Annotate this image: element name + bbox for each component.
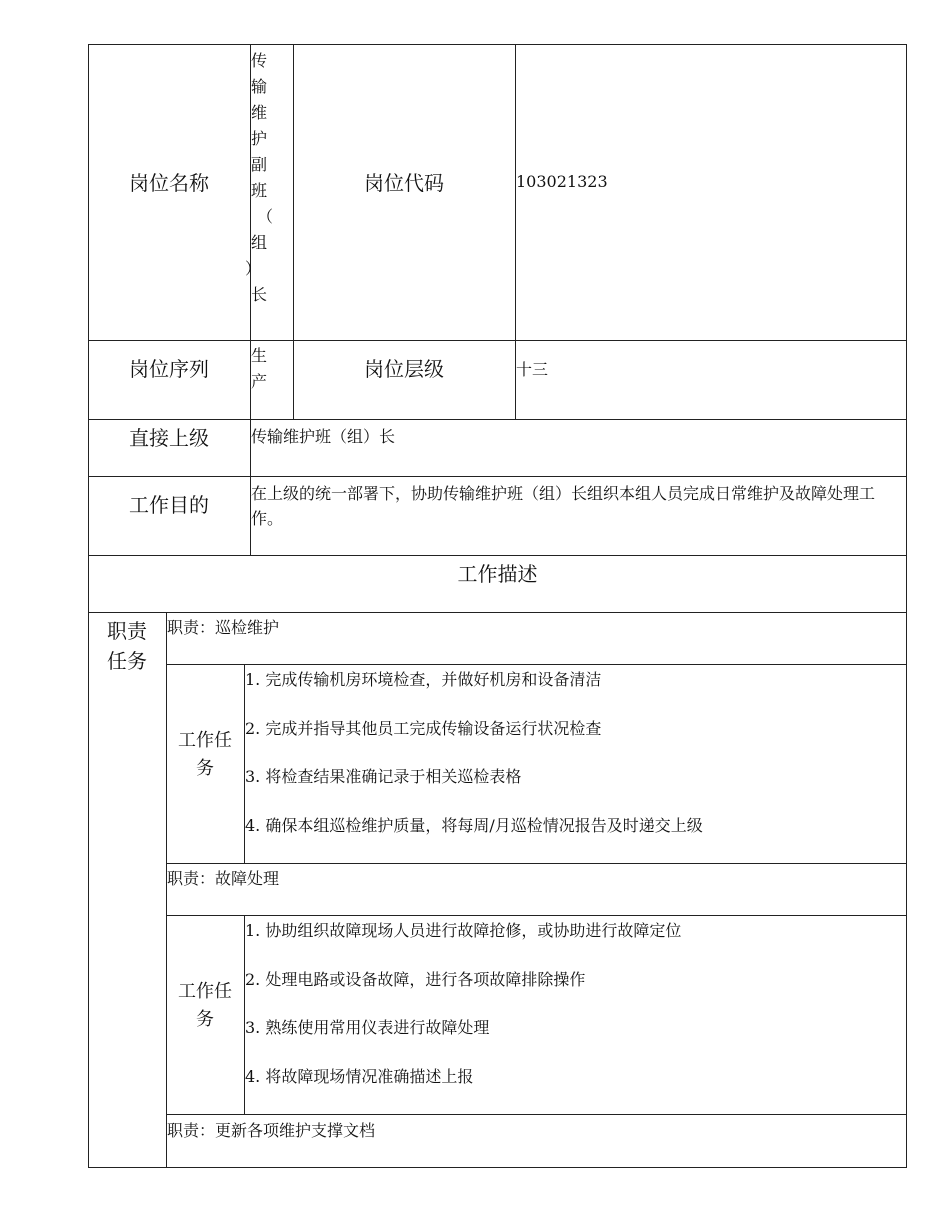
position-code-value: 103021323 xyxy=(516,172,608,191)
task-label xyxy=(166,978,244,1034)
col-divider xyxy=(166,612,167,1168)
duties-label xyxy=(88,616,166,676)
position-series-value xyxy=(251,343,271,395)
duty-title: 职责：巡检维护 xyxy=(167,618,280,637)
position-series-char: 生 xyxy=(251,346,268,365)
task-item: 1. 协助组织故障现场人员进行故障抢修，或协助进行故障定位 xyxy=(245,921,682,940)
position-name-label: 岗位名称 xyxy=(129,171,209,195)
row-divider xyxy=(166,863,907,864)
duties-label-line: 职责 xyxy=(107,619,147,643)
task-label xyxy=(166,727,244,783)
task-label-line: 工作任 xyxy=(178,730,232,751)
row-divider xyxy=(166,664,907,665)
work-purpose-value: 在上级的统一部署下，协助传输维护班（组）长组织本组人员完成日常维护及故障处理工作。 xyxy=(251,484,876,528)
position-code-label: 岗位代码 xyxy=(364,171,444,195)
position-level-label: 岗位层级 xyxy=(364,357,444,381)
direct-superior-value: 传输维护班（组）长 xyxy=(251,427,396,446)
row-divider xyxy=(88,555,907,556)
position-series-char: 产 xyxy=(251,372,268,391)
row-divider xyxy=(88,419,907,420)
task-item: 1. 完成传输机房环境检查，并做好机房和设备清洁 xyxy=(245,670,602,689)
row-divider xyxy=(88,476,907,477)
row-divider xyxy=(166,915,907,916)
position-name-value xyxy=(245,48,274,308)
row-divider xyxy=(88,340,907,341)
work-description-title: 工作描述 xyxy=(457,562,538,586)
task-item: 4. 将故障现场情况准确描述上报 xyxy=(245,1067,474,1086)
task-item: 3. 熟练使用常用仪表进行故障处理 xyxy=(245,1018,490,1037)
work-purpose-label: 工作目的 xyxy=(129,493,209,517)
position-name-char: 副 xyxy=(251,155,268,174)
position-name-char: 组 xyxy=(251,233,268,252)
task-label-line: 工作任 xyxy=(178,981,232,1002)
position-name-char: （ xyxy=(257,207,274,226)
position-name-char: ） xyxy=(245,259,262,278)
task-label-line: 务 xyxy=(196,758,214,779)
task-item: 4. 确保本组巡检维护质量，将每周/月巡检情况报告及时递交上级 xyxy=(245,816,703,835)
position-name-char: 护 xyxy=(251,129,268,148)
position-name-char: 长 xyxy=(251,285,268,304)
position-name-char: 输 xyxy=(251,77,268,96)
position-name-char: 班 xyxy=(251,181,268,200)
position-name-char: 传 xyxy=(251,51,268,70)
task-item: 2. 处理电路或设备故障，进行各项故障排除操作 xyxy=(245,970,586,989)
duty-title: 职责：更新各项维护支撑文档 xyxy=(167,1121,376,1140)
position-level-value: 十三 xyxy=(516,360,549,379)
task-item: 2. 完成并指导其他员工完成传输设备运行状况检查 xyxy=(245,719,602,738)
task-label-line: 务 xyxy=(196,1009,214,1030)
duty-title: 职责：故障处理 xyxy=(167,869,280,888)
position-series-label: 岗位序列 xyxy=(129,357,209,381)
position-name-char: 维 xyxy=(251,103,268,122)
row-divider xyxy=(88,612,907,613)
task-item: 3. 将检查结果准确记录于相关巡检表格 xyxy=(245,767,522,786)
duties-label-line: 任务 xyxy=(107,649,147,673)
row-divider xyxy=(166,1114,907,1115)
direct-superior-label: 直接上级 xyxy=(129,426,209,450)
